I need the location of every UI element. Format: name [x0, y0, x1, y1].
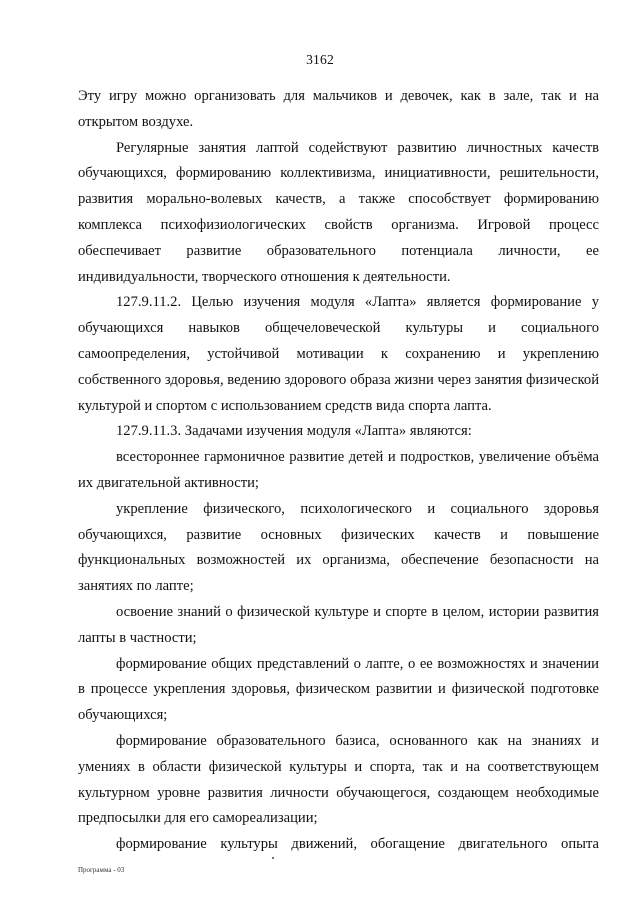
page-number: 3162: [306, 52, 334, 67]
list-item-task-knowledge: освоение знаний о физической культуре и спорте в целом, истории развития лапты в частности;: [78, 603, 599, 646]
list-item-task-development: всестороннее гармоничное развитие детей и подростков, увеличение объёма их двигательной активности;: [78, 449, 599, 491]
paragraph-module-tasks-heading: 127.9.11.3. Задачами изучения модуля «Лапта» являются:: [116, 423, 472, 440]
document-body: [78, 84, 599, 858]
scan-speck: [272, 857, 274, 859]
list-item-task-educational-basis: формирование образовательного базиса, основанного как на знаниях и умениях в области физической культуры и спорта, так и на соответствующем культурном уровне развития личности обучающегося, создающем необходимые предпосылки для его самореализации;: [78, 732, 599, 827]
page-footer: Программа - 03: [78, 866, 125, 874]
paragraph-game-location: Эту игру можно организовать для мальчиков и девочек, как в зале, так и на открытом воздухе.: [78, 88, 599, 130]
paragraph-lapta-benefits: Регулярные занятия лаптой содействуют развитию личностных качеств обучающихся, формированию коллективизма, инициативности, решительности, развития морально-волевых качеств, а также способствует формированию комплекса психофизиологических свойств организма. Игровой процесс обеспечивает развитие образовательного потенциала личности, ее индивидуальности, творческого отношения к деятельности.: [78, 139, 599, 285]
list-item-task-representations: формирование общих представлений о лапте, о ее возможностях и значении в процессе укрепления здоровья, физическом развитии и физической подготовке обучающихся;: [78, 655, 599, 724]
list-item-task-health: укрепление физического, психологического и социального здоровья обучающихся, развитие основных физических качеств и повышение функциональных возможностей их организма, обеспечение безопасности на занятиях по лапте;: [78, 500, 599, 595]
paragraph-module-goal: 127.9.11.2. Целью изучения модуля «Лапта» является формирование у обучающихся навыков общечеловеческой культуры и социального самоопределения, устойчивой мотивации к сохранению и укреплению собственного здоровья, ведению здорового образа жизни через занятия физической культурой и спортом с использованием средств вида спорта лапта.: [78, 294, 599, 414]
list-item-task-movement-culture: формирование культуры движений, обогащение двигательного опыта: [116, 836, 599, 853]
